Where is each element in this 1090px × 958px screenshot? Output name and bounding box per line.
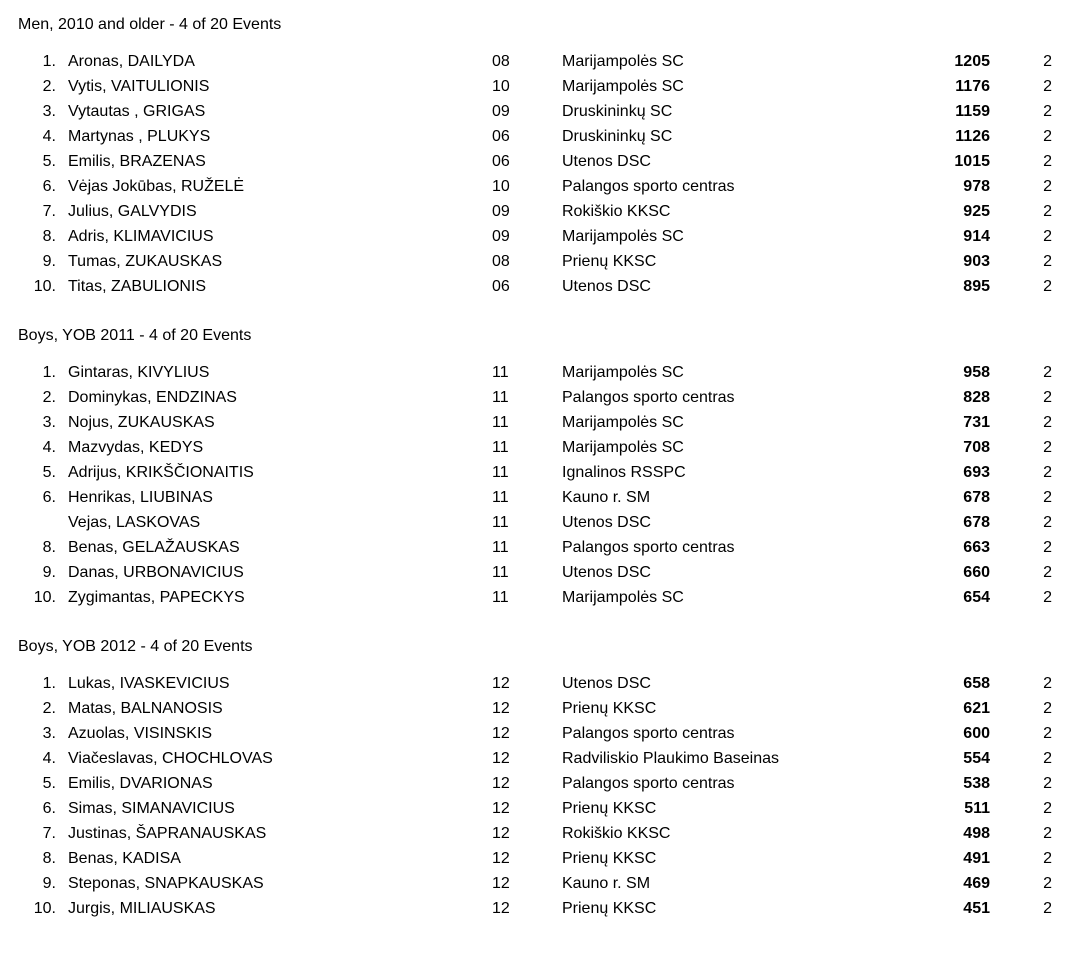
ranking-row — [0, 696, 1052, 721]
athlete-name: Zygimantas, PAPECKYS — [68, 589, 245, 606]
athlete-name: Benas, GELAŽAUSKAS — [68, 539, 240, 556]
athlete-name: Jurgis, MILIAUSKAS — [68, 900, 216, 917]
ranking-row — [0, 771, 1052, 796]
year-of-birth: 11 — [492, 514, 509, 531]
ranking-row — [0, 721, 1052, 746]
points: 491 — [963, 850, 990, 867]
year-of-birth: 06 — [492, 128, 510, 145]
events-count: 2 — [1043, 775, 1052, 792]
rank: 8. — [42, 850, 56, 867]
ranking-row — [0, 224, 1052, 249]
athlete-name: Tumas, ZUKAUSKAS — [68, 253, 223, 270]
points: 708 — [963, 439, 990, 456]
athlete-name: Vytautas , GRIGAS — [68, 103, 206, 120]
rank: 5. — [42, 775, 56, 792]
section-title: Men, 2010 and older - 4 of 20 Events — [18, 16, 282, 33]
points: 1159 — [955, 103, 990, 120]
ranking-row — [0, 99, 1052, 124]
rank — [0, 510, 56, 535]
points: 925 — [963, 203, 990, 220]
athlete-name: Matas, BALNANOSIS — [68, 700, 223, 717]
points: 658 — [963, 675, 990, 692]
ranking-section — [0, 323, 1090, 610]
events-count: 2 — [1043, 464, 1052, 481]
club-name: Rokiškio KKSC — [562, 203, 671, 220]
points: 978 — [963, 178, 990, 195]
rank: 7. — [42, 203, 56, 220]
athlete-name: Vejas, LASKOVAS — [68, 514, 201, 531]
ranking-row — [0, 535, 1052, 560]
points: 895 — [963, 278, 990, 295]
events-count: 2 — [1043, 850, 1052, 867]
year-of-birth: 09 — [492, 203, 510, 220]
club-name: Utenos DSC — [562, 564, 651, 581]
points: 1205 — [954, 53, 990, 70]
events-count: 2 — [1043, 364, 1052, 381]
year-of-birth: 08 — [492, 253, 510, 270]
points: 451 — [963, 900, 990, 917]
events-count: 2 — [1043, 253, 1052, 270]
rank: 10. — [33, 278, 56, 295]
athlete-name: Martynas , PLUKYS — [68, 128, 211, 145]
athlete-name: Azuolas, VISINSKIS — [68, 725, 213, 742]
club-name: Kauno r. SM — [562, 875, 651, 892]
club-name: Marijampolės SC — [562, 228, 684, 245]
ranking-row — [0, 360, 1052, 385]
rank: 3. — [42, 103, 56, 120]
ranking-row — [0, 671, 1052, 696]
events-count: 2 — [1043, 564, 1052, 581]
ranking-row — [0, 585, 1052, 610]
year-of-birth: 12 — [492, 900, 510, 917]
points: 914 — [963, 228, 990, 245]
ranking-row — [0, 74, 1052, 99]
section-rows — [0, 671, 1052, 921]
points: 903 — [963, 253, 990, 270]
club-name: Marijampolės SC — [562, 78, 684, 95]
ranking-section — [0, 634, 1090, 921]
club-name: Palangos sporto centras — [562, 389, 735, 406]
rank: 4. — [42, 128, 56, 145]
ranking-row — [0, 435, 1052, 460]
rank: 10. — [33, 589, 56, 606]
ranking-row — [0, 871, 1052, 896]
year-of-birth: 12 — [492, 775, 510, 792]
athlete-name: Simas, SIMANAVICIUS — [68, 800, 235, 817]
section-title: Boys, YOB 2012 - 4 of 20 Events — [18, 638, 253, 655]
events-count: 2 — [1043, 103, 1052, 120]
year-of-birth: 11 — [492, 564, 509, 581]
points: 731 — [963, 414, 990, 431]
club-name: Rokiškio KKSC — [562, 825, 671, 842]
athlete-name: Vėjas Jokūbas, RUŽELĖ — [68, 178, 245, 195]
rank: 2. — [42, 78, 56, 95]
year-of-birth: 11 — [492, 464, 509, 481]
events-count: 2 — [1043, 539, 1052, 556]
ranking-row — [0, 149, 1052, 174]
events-count: 2 — [1043, 900, 1052, 917]
athlete-name: Titas, ZABULIONIS — [68, 278, 207, 295]
events-count: 2 — [1043, 875, 1052, 892]
year-of-birth: 12 — [492, 800, 510, 817]
section-rows — [0, 49, 1052, 299]
ranking-row — [0, 124, 1052, 149]
club-name: Marijampolės SC — [562, 589, 684, 606]
ranking-row — [0, 460, 1052, 485]
events-count: 2 — [1043, 750, 1052, 767]
athlete-name: Justinas, ŠAPRANAUSKAS — [68, 825, 267, 842]
club-name: Radviliskio Plaukimo Baseinas — [562, 750, 779, 767]
athlete-name: Mazvydas, KEDYS — [68, 439, 204, 456]
points: 469 — [963, 875, 990, 892]
ranking-row — [0, 49, 1052, 74]
athlete-name: Gintaras, KIVYLIUS — [68, 364, 210, 381]
ranking-row — [0, 560, 1052, 585]
points: 554 — [963, 750, 990, 767]
year-of-birth: 09 — [492, 103, 510, 120]
points: 663 — [963, 539, 990, 556]
athlete-name: Adris, KLIMAVICIUS — [68, 228, 214, 245]
year-of-birth: 06 — [492, 278, 510, 295]
ranking-row — [0, 410, 1052, 435]
ranking-row — [0, 249, 1052, 274]
athlete-name: Danas, URBONAVICIUS — [68, 564, 244, 581]
rank: 3. — [42, 725, 56, 742]
points: 660 — [963, 564, 990, 581]
athlete-name: Nojus, ZUKAUSKAS — [68, 414, 215, 431]
athlete-name: Aronas, DAILYDA — [68, 53, 195, 70]
athlete-name: Julius, GALVYDIS — [68, 203, 197, 220]
rank: 7. — [42, 825, 56, 842]
events-count: 2 — [1043, 228, 1052, 245]
events-count: 2 — [1043, 514, 1052, 531]
ranking-row — [0, 821, 1052, 846]
rank: 2. — [42, 389, 56, 406]
events-count: 2 — [1043, 278, 1052, 295]
athlete-name: Lukas, IVASKEVICIUS — [68, 675, 230, 692]
rank: 6. — [42, 489, 56, 506]
rank: 9. — [42, 564, 56, 581]
athlete-name: Dominykas, ENDZINAS — [68, 389, 237, 406]
year-of-birth: 10 — [492, 78, 510, 95]
points: 511 — [964, 800, 990, 817]
club-name: Marijampolės SC — [562, 364, 684, 381]
rank: 9. — [42, 875, 56, 892]
club-name: Utenos DSC — [562, 153, 651, 170]
events-count: 2 — [1043, 53, 1052, 70]
rank: 6. — [42, 800, 56, 817]
ranking-row — [0, 274, 1052, 299]
events-count: 2 — [1043, 589, 1052, 606]
points: 1176 — [955, 78, 990, 95]
year-of-birth: 06 — [492, 153, 510, 170]
year-of-birth: 12 — [492, 700, 510, 717]
club-name: Marijampolės SC — [562, 439, 684, 456]
rank: 4. — [42, 439, 56, 456]
events-count: 2 — [1043, 439, 1052, 456]
points: 498 — [963, 825, 990, 842]
rank: 5. — [42, 464, 56, 481]
rank: 3. — [42, 414, 56, 431]
athlete-name: Benas, KADISA — [68, 850, 181, 867]
events-count: 2 — [1043, 153, 1052, 170]
points: 1015 — [954, 153, 990, 170]
events-count: 2 — [1043, 414, 1052, 431]
rank: 1. — [42, 675, 56, 692]
rank: 4. — [42, 750, 56, 767]
ranking-row — [0, 199, 1052, 224]
athlete-name: Viačeslavas, CHOCHLOVAS — [68, 750, 273, 767]
club-name: Druskininkų SC — [562, 128, 673, 145]
club-name: Prienų KKSC — [562, 900, 657, 917]
club-name: Marijampolės SC — [562, 53, 684, 70]
club-name: Utenos DSC — [562, 514, 651, 531]
ranking-row — [0, 896, 1052, 921]
rank: 8. — [42, 539, 56, 556]
year-of-birth: 08 — [492, 53, 510, 70]
ranking-row — [0, 746, 1052, 771]
year-of-birth: 11 — [492, 414, 509, 431]
year-of-birth: 09 — [492, 228, 510, 245]
points: 958 — [963, 364, 990, 381]
events-count: 2 — [1043, 178, 1052, 195]
year-of-birth: 11 — [492, 439, 509, 456]
rank: 10. — [33, 900, 56, 917]
year-of-birth: 12 — [492, 725, 510, 742]
club-name: Marijampolės SC — [562, 414, 684, 431]
year-of-birth: 12 — [492, 750, 510, 767]
rank: 5. — [42, 153, 56, 170]
year-of-birth: 10 — [492, 178, 510, 195]
events-count: 2 — [1043, 825, 1052, 842]
ranking-row — [0, 385, 1052, 410]
ranking-row — [0, 174, 1052, 199]
ranking-row — [0, 510, 1052, 535]
club-name: Prienų KKSC — [562, 253, 657, 270]
year-of-birth: 11 — [492, 539, 509, 556]
events-count: 2 — [1043, 203, 1052, 220]
ranking-section — [0, 12, 1090, 299]
year-of-birth: 11 — [492, 364, 509, 381]
year-of-birth: 12 — [492, 875, 510, 892]
events-count: 2 — [1043, 489, 1052, 506]
club-name: Palangos sporto centras — [562, 725, 735, 742]
club-name: Palangos sporto centras — [562, 775, 735, 792]
athlete-name: Emilis, DVARIONAS — [68, 775, 213, 792]
rank: 2. — [42, 700, 56, 717]
athlete-name: Emilis, BRAZENAS — [68, 153, 206, 170]
year-of-birth: 11 — [492, 389, 509, 406]
events-count: 2 — [1043, 389, 1052, 406]
athlete-name: Vytis, VAITULIONIS — [68, 78, 210, 95]
ranking-row — [0, 485, 1052, 510]
club-name: Utenos DSC — [562, 675, 651, 692]
athlete-name: Adrijus, KRIKŠČIONAITIS — [68, 464, 254, 481]
events-count: 2 — [1043, 675, 1052, 692]
points: 600 — [963, 725, 990, 742]
points: 693 — [963, 464, 990, 481]
club-name: Utenos DSC — [562, 278, 651, 295]
section-rows — [0, 360, 1052, 610]
club-name: Palangos sporto centras — [562, 178, 735, 195]
club-name: Palangos sporto centras — [562, 539, 735, 556]
ranking-row — [0, 796, 1052, 821]
points: 621 — [963, 700, 990, 717]
rank: 9. — [42, 253, 56, 270]
club-name: Ignalinos RSSPC — [562, 464, 686, 481]
points: 678 — [963, 489, 990, 506]
points: 828 — [963, 389, 990, 406]
events-count: 2 — [1043, 800, 1052, 817]
rank: 1. — [42, 53, 56, 70]
club-name: Druskininkų SC — [562, 103, 673, 120]
events-count: 2 — [1043, 725, 1052, 742]
club-name: Prienų KKSC — [562, 850, 657, 867]
events-count: 2 — [1043, 78, 1052, 95]
events-count: 2 — [1043, 700, 1052, 717]
section-title: Boys, YOB 2011 - 4 of 20 Events — [18, 327, 252, 344]
points: 1126 — [955, 128, 990, 145]
athlete-name: Steponas, SNAPKAUSKAS — [68, 875, 264, 892]
year-of-birth: 12 — [492, 825, 510, 842]
points: 654 — [963, 589, 990, 606]
year-of-birth: 11 — [492, 589, 509, 606]
club-name: Kauno r. SM — [562, 489, 651, 506]
rank: 6. — [42, 178, 56, 195]
year-of-birth: 12 — [492, 675, 510, 692]
club-name: Prienų KKSC — [562, 700, 657, 717]
athlete-name: Henrikas, LIUBINAS — [68, 489, 213, 506]
rank: 8. — [42, 228, 56, 245]
points: 678 — [963, 514, 990, 531]
ranking-row — [0, 846, 1052, 871]
club-name: Prienų KKSC — [562, 800, 657, 817]
rank: 1. — [42, 364, 56, 381]
year-of-birth: 12 — [492, 850, 510, 867]
points: 538 — [963, 775, 990, 792]
events-count: 2 — [1043, 128, 1052, 145]
year-of-birth: 11 — [492, 489, 509, 506]
